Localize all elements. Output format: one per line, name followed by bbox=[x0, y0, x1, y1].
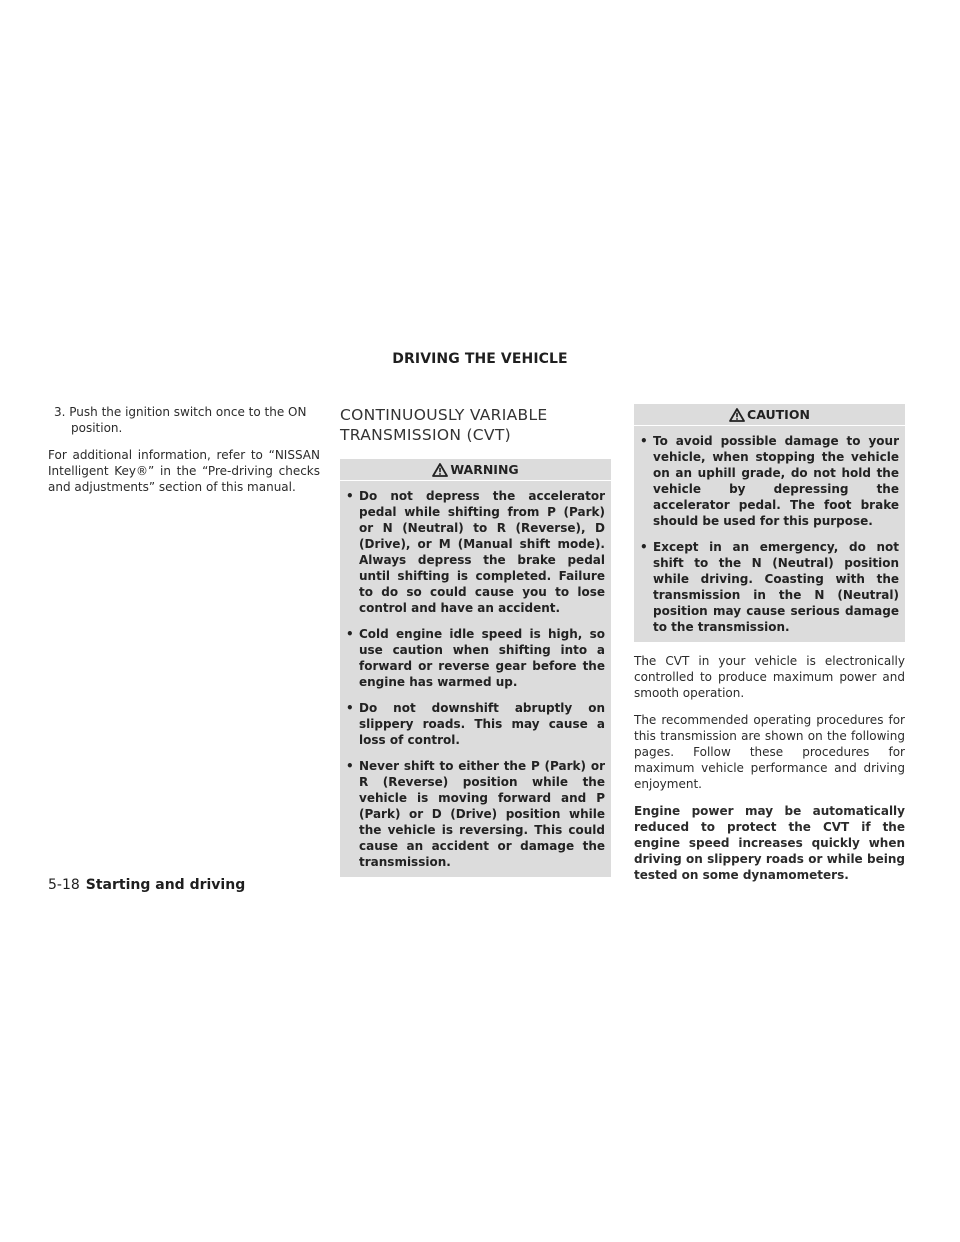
warning-item: • Do not downshift abruptly on slippery roads. This may cause a loss of control. bbox=[346, 701, 605, 747]
page-footer bbox=[48, 877, 245, 893]
bullet: • bbox=[640, 434, 648, 448]
caution-title bbox=[634, 404, 905, 426]
bullet: • bbox=[640, 540, 648, 554]
bullet: • bbox=[346, 759, 354, 773]
caution-box bbox=[634, 404, 905, 642]
column-middle bbox=[340, 405, 611, 888]
warning-item: • Cold engine idle speed is high, so use caution when shifting into a forward or reverse gear before the engine has warmed up. bbox=[346, 627, 605, 689]
warning-item: • Do not depress the accelerator pedal while shifting from P (Park) or N (Neutral) to R (Reverse), D (Drive), or M (Manual shift mode). Always depress the brake pedal until shifting is completed. Failure to do so could cause you to lose control and have an accident. bbox=[346, 489, 605, 615]
warning-title bbox=[340, 459, 611, 481]
cvt-paragraph-1: The CVT in your vehicle is electronically controlled to produce maximum power and smooth operation. bbox=[634, 654, 905, 700]
caution-list bbox=[640, 433, 899, 635]
column-left bbox=[48, 404, 320, 506]
warning-list bbox=[346, 488, 605, 870]
caution-item: • Except in an emergency, do not shift to the N (Neutral) position while driving. Coasting with the transmission in the N (Neutral) position may cause serious damage to the transmission. bbox=[640, 540, 899, 634]
cvt-paragraph-3: Engine power may be automatically reduced to protect the CVT if the engine speed increases quickly when driving on slippery roads or while being tested on some dynamometers. bbox=[634, 804, 905, 882]
step-3 bbox=[48, 404, 320, 436]
bullet: • bbox=[346, 489, 354, 503]
caution-icon bbox=[729, 408, 745, 422]
bullet: • bbox=[346, 627, 354, 641]
cvt-heading-line-1: CONTINUOUSLY VARIABLE bbox=[340, 406, 548, 424]
chapter-title: Starting and driving bbox=[85, 877, 246, 893]
caution-title-text: CAUTION bbox=[747, 407, 810, 422]
cvt-heading-line-2: TRANSMISSION (CVT) bbox=[340, 426, 511, 444]
bullet: • bbox=[346, 701, 354, 715]
warning-box bbox=[340, 459, 611, 877]
cvt-heading bbox=[340, 405, 611, 445]
warning-item: • Never shift to either the P (Park) or R (Reverse) position while the vehicle is moving forward and P (Park) or D (Drive) position while the vehicle is reversing. This could cause an accident or damage the transmission. bbox=[346, 759, 605, 869]
step-number: 3. bbox=[54, 405, 66, 419]
reference-paragraph: For additional information, refer to “NISSAN Intelligent Key®” in the “Pre-driving checks and adjustments” section of this manual. bbox=[48, 448, 320, 494]
page-number: 5-18 bbox=[48, 877, 80, 893]
warning-title-text: WARNING bbox=[450, 462, 519, 477]
warning-icon bbox=[432, 463, 448, 477]
caution-item: • To avoid possible damage to your vehicle, when stopping the vehicle on an uphill grade, do not hold the vehicle by depressing the accelerator pedal. The foot brake should be used for this purpose. bbox=[640, 434, 899, 528]
cvt-paragraph-2: The recommended operating procedures for this transmission are shown on the following pages. Follow these procedures for maximum vehicle performance and driving enjoyment. bbox=[634, 713, 905, 791]
step-text: Push the ignition switch once to the ON position. bbox=[69, 405, 307, 435]
section-header: DRIVING THE VEHICLE bbox=[392, 351, 568, 367]
column-right bbox=[634, 404, 905, 894]
